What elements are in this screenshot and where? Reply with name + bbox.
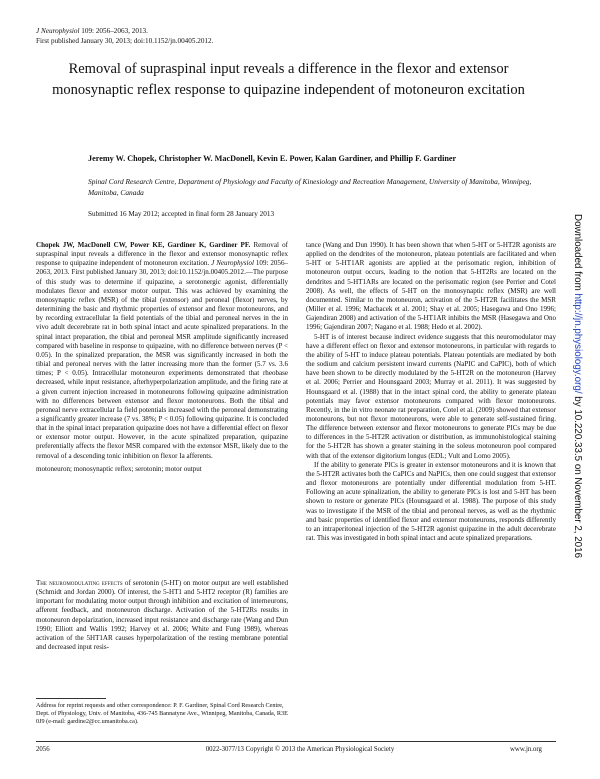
submission-dates: Submitted 16 May 2012; accepted in final form 28 January 2013	[88, 210, 275, 218]
abstract-title-repeat: Removal of supraspinal input reveals a difference in the flexor and extensor monosynaptic reflex response to quipazine independent of motoneuron excitation.	[36, 241, 288, 268]
abstract-citation-lead: Chopek JW, MacDonell CW, Power KE, Gardiner K, Gardiner PF.	[36, 241, 251, 249]
introduction	[36, 579, 288, 652]
download-watermark	[572, 214, 593, 559]
footnote-rule	[36, 698, 106, 699]
abstract	[36, 241, 288, 474]
footer-rule	[36, 741, 556, 742]
paragraph-2: 5-HT is of interest because indirect evidence suggests that this neuromodulator may have a different effect on flexor and extensor motoneurons, in particular with regards to the ability of 5-HT to induce plateau potentials. Plateau potentials are mediated by both the sodium and calcium persistent inward currents (NaPIC and CaPIC), both of which have been shown to be directly modulated by the 5-HT2R on the motoneuron (Harvey et al. 2006; Perrier and Hounsgaard 2003; Murray et al. 2011). It was suggested by Hounsgaard et al. (1988) that in the intact spinal cord, the ability to generate plateau potentials may favor extensor motoneurons compared with flexor motoneurons. Recently, in the in vitro neonate rat preparation, Cotel et al. (2009) showed that extensor motoneurons, but not flexor motoneurons, were able to generate self-sustained firing. The difference between extensor and flexor motoneurons to generate PICs may be due to differences in the 5-HT2R activation or distribution, as immunohistological staining for the 5-HT2R has shown a greater staining in the soleus motoneuron pool compared with that of the extensor digitorium longus (EDL; Vult and Lomo 2005).	[306, 332, 556, 460]
journal-name: J Neurophysiol	[36, 27, 80, 35]
intro-body: of serotonin (5-HT) on motor output are well established (Schmidt and Jordan 2000). Of interest, the 5-HT1 and 5-HT2 receptor (R) families are important for modulating motor output through inhibition and excitation of interneurons, afferent feedback, and motoneuron discharge. Activation of the 5-HT2Rs results in motoneuron depolarization, increased input resistance and discharge rate (Wang and Dun 1990; Elliott and Wallis 1992; Harvey et al. 2006; White and Fung 1989), whereas activation of the 5HT1AR causes hyperpolarization of the resting membrane potential and decreased input resis-	[36, 579, 288, 652]
download-prefix: Downloaded from	[572, 214, 583, 294]
journal-website: www.jn.org	[510, 746, 542, 753]
abstract-journal: J Neurophysiol	[211, 259, 254, 268]
paragraph-3: If the ability to generate PICs is greater in extensor motoneurons and it is known that the 5-HT2R activates both the CaPICs and NaPICs, then one could suggest that extensor and flexor motoneurons are potentially under differential modulation from 5-HT. Following an acute spinalization, the ability to generate PICs is lost and 5-HT has been shown to restore or generate PICs (Hounsgaard et al. 1988). The purpose of this study was to investigate if the MSR of the tibial and peroneal nerves, as well as the rhythmic and basic properties of identified flexor and extensor motoneurons, responds differently to an intraperitoneal injection of the 5-HT2R agonist quipazine in the adult decerebrate rat. This was investigated in both spinal intact and acute spinalized preparations.	[306, 460, 556, 542]
journal-reference	[36, 27, 213, 46]
copyright-line: 0022-3077/13 Copyright © 2013 the American Physiological Society	[205, 746, 395, 753]
keywords: motoneuron; monosynaptic reflex; serotonin; motor output	[36, 464, 202, 473]
download-suffix: by 10.220.33.5 on November 2, 2016	[572, 393, 583, 559]
article-title: Removal of supraspinal input reveals a difference in the flexor and extensor monosynaptic reflex response to quipazine independent of motoneuron excitation	[52, 61, 525, 98]
publication-info: First published January 30, 2013; doi:10.1152/jn.00405.2012.	[36, 36, 214, 45]
abstract-body: 109: 2056–2063, 2013. First published January 30, 2013; doi:10.1152/jn.00405.2012.—The purpose of this study was to determine if quipazine, a serotonergic agonist, differentially modulates flexor and extensor motor output. This was achieved by examining the monosynaptic reflex (MSR) of the tibial (extensor) and peroneal (flexor) nerves, by determining the basic and rhythmic properties of extensor and flexor motoneurons, and by recording extracellular Ia field potentials of the tibial and peroneal nerves in the in vivo adult decerebrate rat in both spinal intact and acute spinalized preparations. In the spinal intact preparation, the tibial and peroneal MSR amplitude significantly increased compared with baseline in response to quipazine, with no difference between nerves (P < 0.05). In the spinalized preparation, the MSR was significantly increased in both the tibial and peroneal nerves with the latter increasing more than the former (5.7 vs. 3.6 times; P < 0.05). Intracellular motoneuron experiments demonstrated that rheobase decreased, while input resistance, afterhyperpolarization amplitude, and the firing rate at a given current injection increased in motoneurons following quipazine administration with no differences between extensor and flexor motoneurons. Both the tibial and peroneal nerve extracellular Ia field potentials increased with the peroneal demonstrating a significantly greater increase (7 vs. 38%; P < 0.05) following quipazine. It is concluded that in the spinal intact preparation quipazine does not have a differential effect on flexor or extensor motor output. However, in the acute spinalized preparation, quipazine preferentially affects the flexor MSR compared with the extensor MSR, likely due to the removal of a descending tonic inhibition on flexor Ia afferents.	[36, 259, 288, 460]
download-link[interactable]: http://jn.physiology.org/	[572, 293, 583, 394]
affiliation: Spinal Cord Research Centre, Department of Physiology and Faculty of Kinesiology and Recreation Management, University of Manitoba, Winnipeg, Manitoba, Canada	[88, 177, 532, 197]
intro-smallcaps-lead: The neuromodulating effects	[36, 579, 123, 587]
page-number: 2056	[36, 746, 50, 753]
correspondence-footnote: Address for reprint requests and other correspondence: P. F. Gardiner, Spinal Cord Research Centre, Dept. of Physiology, Univ. of Manitoba, 436-745 Bannatyne Ave., Winnipeg, Manitoba, Canada, R3E 0J9 (e-mail: gardine2@cc.umanitoba.ca).	[36, 702, 288, 726]
author-list: Jeremy W. Chopek, Christopher W. MacDonell, Kevin E. Power, Kalan Gardiner, and Phillip F. Gardiner	[88, 154, 457, 163]
right-column	[306, 241, 556, 543]
journal-citation: 109: 2056–2063, 2013.	[79, 27, 148, 35]
paragraph-1: tance (Wang and Dun 1990). It has been shown that when 5-HT or 5-HT2R agonists are applied on the dendrites of the motoneuron, plateau potentials are facilitated and when 5-HT or 5-HT1AR agonists are applied at the perisomatic region, inhibition of motoneuron output occurs, leading to the notion that 5-HT2Rs are located on the dendrites and 5-HT1ARs are located on the perisomatic region (see Perrier and Cotel 2008). As well, the effects of 5-HT on the monosynaptic reflex (MSR) are well documented. Similar to the motoneuron, activation of the 5-HT2R facilitates the MSR (Miller et al. 1996; Machacek et al. 2001; Shay et al. 2005; Hasegawa and Ono 1996; Gajendiran 2008) and activation of the 5-HT1AR inhibits the MSR (Hasegawa and Ono 1996; Gajendiran 2007; Nagano et al. 1988; Hedo et al. 2002).	[306, 241, 556, 332]
